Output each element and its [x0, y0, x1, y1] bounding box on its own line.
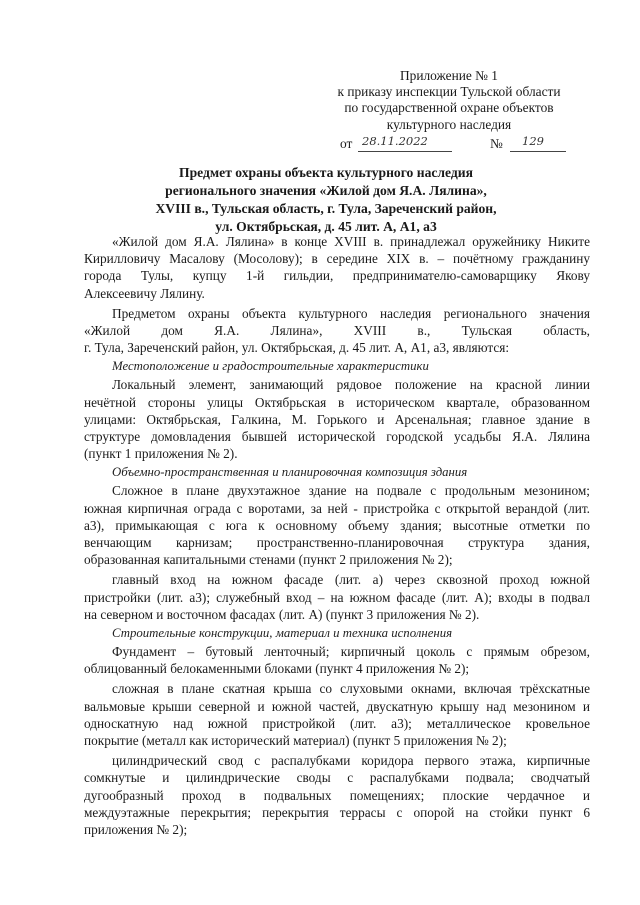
paragraph: [84, 376, 590, 462]
paragraph-line: «Жилой дом Я.А. Лялина», XVIII в., Тульская область,: [84, 323, 590, 339]
paragraph-line: главный вход на южном фасаде (лит. а) через сквозной проход южной: [112, 572, 590, 588]
paragraph-line: Предметом охраны объекта культурного наследия регионального значения: [112, 305, 590, 321]
paragraph: [84, 305, 590, 357]
section-heading: Местоположение и градостроительные характеристики: [112, 359, 429, 374]
paragraph-line: приложения № 2);: [84, 822, 188, 838]
date-underline: [358, 151, 452, 152]
paragraph-line: сложная в плане скатная крыша со слуховыми окнами, включая трёхскатные: [112, 681, 590, 697]
paragraph-line: односкатную над южной пристройкой (лит. а3); металлическое кровельное: [84, 715, 590, 731]
title-line: ул. Октябрьская, д. 45 лит. А, А1, а3: [215, 219, 437, 234]
paragraph-line: вальмовые крыши северной и южной частей, двускатную крышу над мезонином и: [84, 698, 590, 714]
appendix-line: по государственной охране объектов: [344, 100, 554, 116]
paragraph-line: нечётной стороны улицы Октябрьская в историческом квартале, образованном: [84, 394, 590, 410]
appendix-line: к приказу инспекции Тульской области: [337, 84, 561, 100]
document-title: [92, 164, 560, 236]
paragraph: [84, 482, 590, 568]
paragraph-line: образованная капитальными стенами (пункт 2 приложения № 2);: [84, 552, 453, 568]
number-handwritten: 129: [522, 134, 544, 148]
paragraph-line: цилиндрический свод с распалубками коридора первого этажа, кирпичные: [112, 753, 590, 769]
paragraph: [84, 233, 590, 302]
paragraph-line: Сложное в плане двухэтажное здание на подвале с продольным мезонином;: [112, 483, 590, 499]
paragraph-line: г. Тула, Зареченский район, ул. Октябрьская, д. 45 лит. А, А1, а3, являются:: [84, 340, 510, 356]
paragraph-line: Кирилловичу Масалову (Мосолову); в середине XIX в. – почётному гражданину: [84, 251, 590, 267]
paragraph-line: покрытие (металл как исторический материал) (пункт 5 приложения № 2);: [84, 733, 507, 749]
document-body: [84, 233, 590, 841]
paragraph: [84, 643, 590, 677]
paragraph-line: дугообразный проход в подвальных помещениях; плоские чердачное и: [84, 787, 590, 803]
title-line: регионального значения «Жилой дом Я.А. Лялина»,: [165, 183, 487, 198]
paragraph-line: «Жилой дом Я.А. Лялина» в конце XVIII в. принадлежал оружейнику Никите: [112, 234, 590, 249]
section-heading: Строительные конструкции, материал и техника исполнения: [112, 626, 453, 641]
paragraph-line: Локальный элемент, занимающий рядовое положение на красной линии: [112, 377, 590, 393]
paragraph-line: междуэтажные перекрытия; перекрытия террасы с опорой на стойки пункт 6: [84, 804, 590, 820]
paragraph-line: (пункт 1 приложения № 2).: [84, 446, 238, 462]
order-date-number: [340, 136, 580, 154]
paragraph-line: венчающим карнизам; пространственно-планировочная структура здания,: [84, 535, 590, 551]
paragraph-line: пристройки (лит. а3); служебный вход – на южном фасаде (лит. А); входы в подвал: [84, 589, 590, 605]
paragraph-line: южная кирпичная ограда с воротами, за ней - пристройка с открытой верандой (лит.: [84, 500, 590, 516]
paragraph: [84, 680, 590, 749]
title-line: XVIII в., Тульская область, г. Тула, Зареченский район,: [155, 201, 497, 216]
paragraph-line: сомкнутые и цилиндрические своды с распалубками подвала; сводчатый: [84, 770, 590, 786]
title-line: Предмет охраны объекта культурного наследия: [179, 165, 473, 180]
number-label: №: [490, 136, 503, 151]
number-underline: [510, 151, 566, 152]
date-label: от: [340, 136, 353, 151]
appendix-header: [318, 68, 580, 133]
paragraph-line: улицами: Октябрьская, Галкина, М. Горького и Арсенальная; главное здание в: [84, 411, 590, 427]
date-handwritten: 28.11.2022: [362, 134, 428, 148]
paragraph-line: на северном и восточном фасадах (лит. А) (пункт 3 приложения № 2).: [84, 606, 480, 622]
paragraph-line: Фундамент – бутовый ленточный; кирпичный цоколь с прямым обрезом,: [112, 644, 590, 660]
paragraph: [84, 571, 590, 623]
paragraph-line: облицованный белокаменными блоками (пункт 4 приложения № 2);: [84, 661, 470, 677]
appendix-line: Приложение № 1: [399, 68, 499, 83]
paragraph-line: Алексеевичу Лялину.: [84, 285, 205, 301]
paragraph: [84, 752, 590, 838]
appendix-line: культурного наследия: [386, 116, 512, 132]
paragraph-line: города Тулы, купцу 1-й гильдии, предпринимателю-самоварщику Якову: [84, 268, 590, 284]
paragraph-line: а3), примыкающая с юга к основному объему здания; высотные отметки по: [84, 517, 590, 533]
paragraph-line: структуре домовладения бывшей исторической городской усадьбы Я.А. Лялина: [84, 429, 590, 445]
section-heading: Объемно-пространственная и планировочная композиция здания: [112, 465, 468, 480]
